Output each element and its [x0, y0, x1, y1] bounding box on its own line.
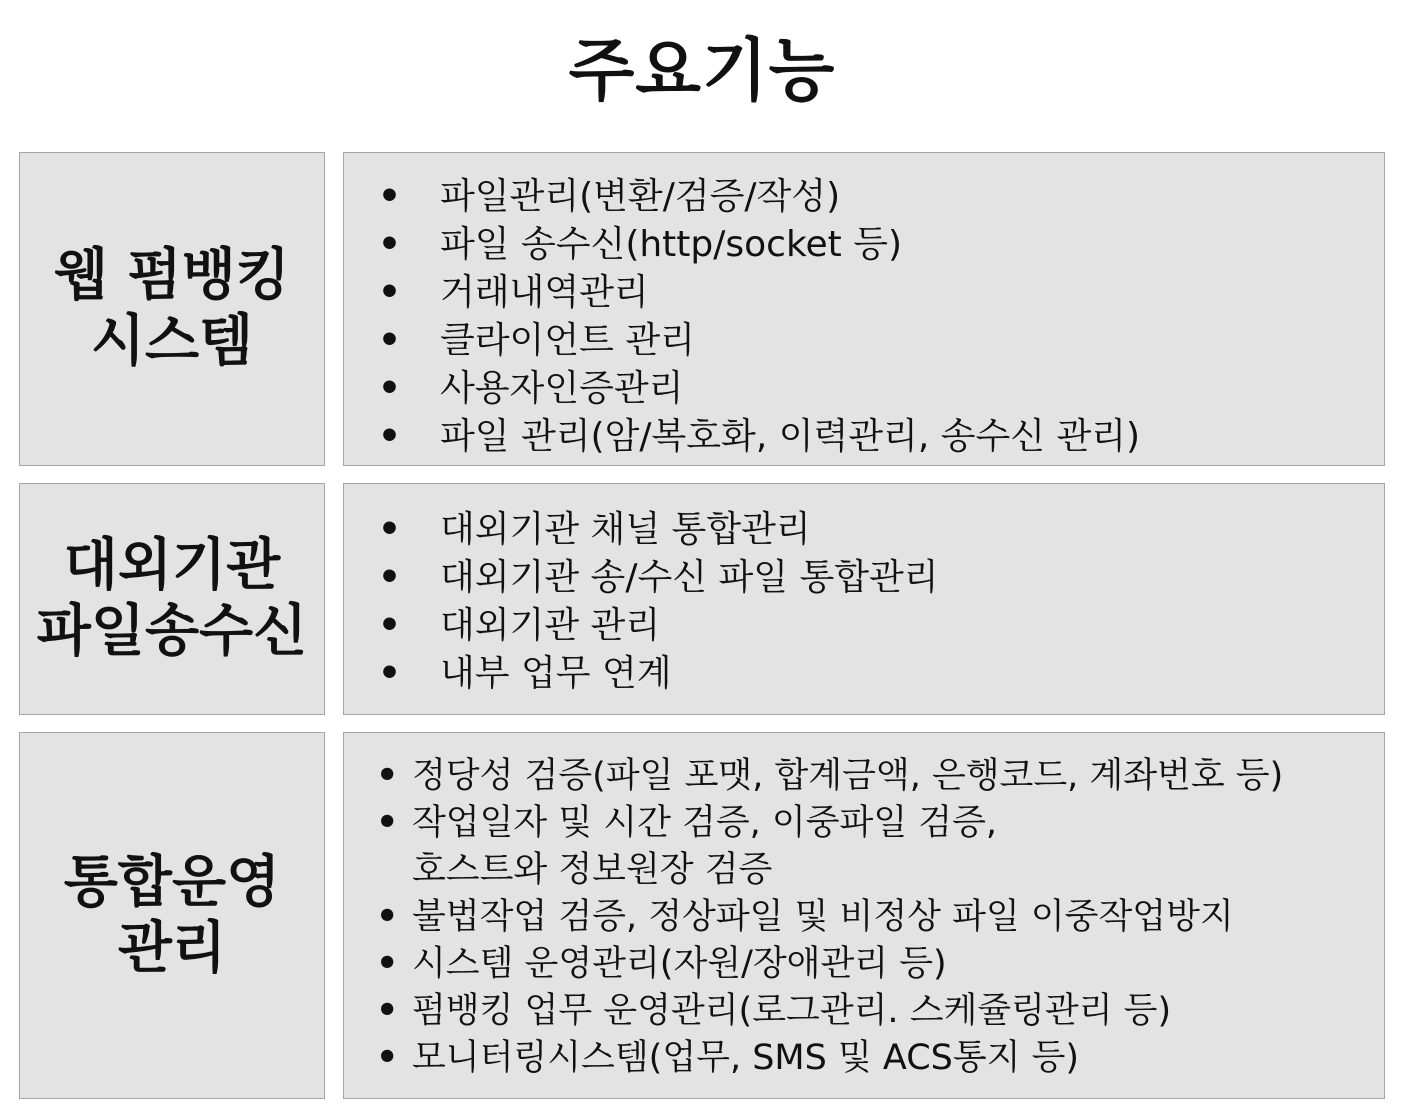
list-item: • 파일관리(변환/검증/작성)	[344, 173, 1140, 221]
feature-list	[344, 753, 1283, 1082]
list-item: • 내부 업무 연계	[344, 650, 939, 698]
section-label-line: 파일송수신	[36, 599, 308, 664]
section-label-web-firmbanking	[19, 152, 325, 466]
list-item: • 대외기관 송/수신 파일 통합관리	[344, 554, 939, 602]
section-panel-integrated-operation	[343, 732, 1385, 1099]
list-item: • 클라이언트 관리	[344, 317, 1140, 365]
section-label-line: 관리	[117, 915, 227, 981]
bullet-icon: •	[378, 557, 402, 598]
list-item: • 대외기관 관리	[344, 602, 939, 650]
section-panel-external-file-transfer	[343, 483, 1385, 715]
feature-list	[344, 506, 939, 698]
list-item: • 작업일자 및 시간 검증, 이중파일 검증, 호스트와 정보원장 검증	[344, 800, 1283, 894]
bullet-icon: •	[376, 1038, 399, 1078]
list-item: • 파일 관리(암/복호화, 이력관리, 송수신 관리)	[344, 413, 1140, 461]
list-item: • 파일 송수신(http/socket 등)	[344, 221, 1140, 269]
section-label-line: 통합운영	[63, 849, 281, 915]
section-label-line: 시스템	[90, 309, 254, 374]
section-label-line: 웹 펌뱅킹	[54, 243, 290, 308]
bullet-icon: •	[378, 509, 402, 550]
bullet-icon: •	[378, 320, 402, 361]
bullet-icon: •	[376, 803, 399, 843]
list-item: • 펌뱅킹 업무 운영관리(로그관리. 스케쥴링관리 등)	[344, 988, 1283, 1035]
list-item: • 시스템 운영관리(자원/장애관리 등)	[344, 941, 1283, 988]
list-item: • 정당성 검증(파일 포맷, 합계금액, 은행코드, 계좌번호 등)	[344, 753, 1283, 800]
bullet-icon: •	[378, 224, 402, 265]
list-item: • 거래내역관리	[344, 269, 1140, 317]
list-item: • 대외기관 채널 통합관리	[344, 506, 939, 554]
bullet-icon: •	[378, 653, 402, 694]
section-panel-web-firmbanking	[343, 152, 1385, 466]
list-item: • 불법작업 검증, 정상파일 및 비정상 파일 이중작업방지	[344, 894, 1283, 941]
bullet-icon: •	[376, 756, 399, 796]
section-label-line: 대외기관	[63, 533, 281, 598]
section-label-integrated-operation	[19, 732, 325, 1099]
list-item: • 사용자인증관리	[344, 365, 1140, 413]
bullet-icon: •	[378, 605, 402, 646]
bullet-icon: •	[376, 897, 399, 937]
bullet-icon: •	[378, 416, 402, 457]
bullet-icon: •	[378, 176, 402, 217]
bullet-icon: •	[376, 944, 399, 984]
page-title: 주요기능	[568, 32, 836, 111]
list-item: • 모니터링시스템(업무, SMS 및 ACS통지 등)	[344, 1035, 1283, 1082]
bullet-icon: •	[378, 368, 402, 409]
bullet-icon: •	[378, 272, 402, 313]
feature-list	[344, 173, 1140, 461]
section-label-external-file-transfer	[19, 483, 325, 715]
bullet-icon: •	[376, 991, 399, 1031]
